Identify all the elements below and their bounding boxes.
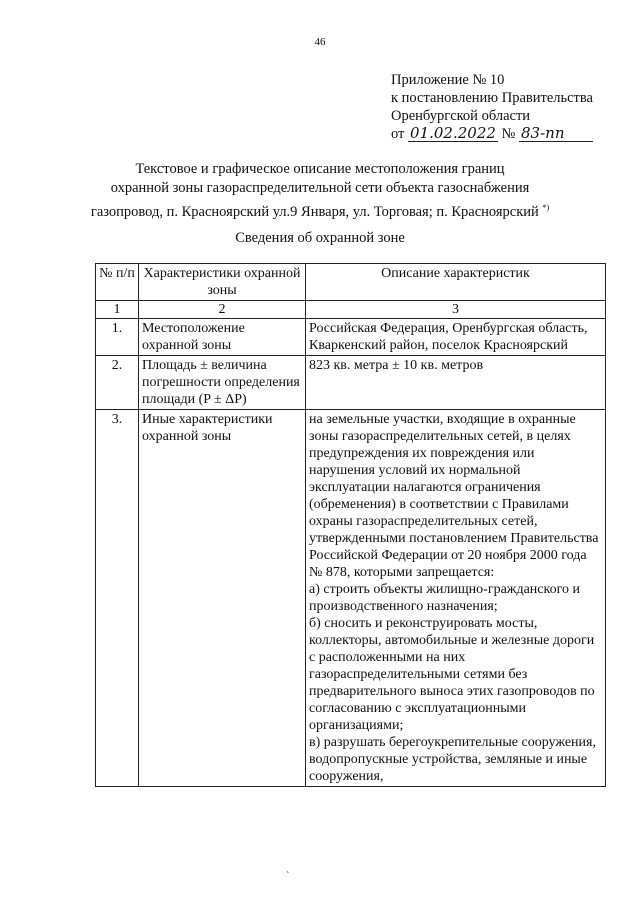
appendix-header	[391, 71, 593, 143]
appendix-line-2: к постановлению Правительства	[391, 90, 593, 106]
table-row	[96, 410, 606, 787]
row-characteristic: Местоположение охранной зоны	[139, 319, 306, 356]
number-label: №	[501, 126, 516, 142]
from-label: от	[391, 126, 405, 142]
title-line-1: Текстовое и графическое описание местоположения границ	[135, 161, 505, 177]
appendix-date-line	[391, 125, 593, 143]
index-cell: 3	[306, 301, 606, 319]
decree-number: 83-пп	[519, 126, 593, 142]
title-line-2: охранной зоны газораспределительной сети объекта газоснабжения	[110, 180, 530, 196]
table-index-row	[96, 301, 606, 319]
index-cell: 2	[139, 301, 306, 319]
section-title: Сведения об охранной зоне	[235, 230, 405, 246]
page-number: 46	[314, 36, 326, 48]
zone-info-table	[95, 263, 606, 787]
decree-date: 01.02.2022	[410, 124, 496, 142]
row-characteristic: Площадь ± величина погрешности определения площади (P ± ΔP)	[139, 356, 306, 410]
index-cell: 1	[96, 301, 139, 319]
appendix-line-3: Оренбургской области	[391, 108, 531, 124]
table-header-row	[96, 264, 606, 301]
row-number: 3.	[96, 410, 139, 787]
description-item-b: б) сносить и реконструировать мосты, коллекторы, автомобильные и железные дороги с расположенными на них газораспределительными сетями без предварительного выноса этих газопроводов по согласованию с эксплуатационными организациями;	[309, 616, 595, 733]
title-footnote-mark: *)	[542, 203, 550, 212]
description-item-a: а) строить объекты жилищно-гражданского и производственного назначения;	[309, 582, 580, 614]
row-description: 823 кв. метра ± 10 кв. метров	[306, 356, 606, 410]
row-number: 1.	[96, 319, 139, 356]
row-number: 2.	[96, 356, 139, 410]
row-characteristic: Иные характеристики охранной зоны	[139, 410, 306, 787]
table-row	[96, 319, 606, 356]
table-row	[96, 356, 606, 410]
appendix-line-1: Приложение № 10	[391, 72, 505, 88]
page-mark: `	[286, 871, 290, 882]
description-paragraph: на земельные участки, входящие в охранные зоны газораспределительных сетей, в целях предупреждения их повреждения или нарушения условий их нормальной эксплуатации налагаются ограничения (обременения) в соответствии с Правилами охраны газораспределительных сетей, утвержденными постановлением Правительства Российской Федерации от 20 ноября 2000 года № 878, которыми запрещается:	[309, 412, 599, 580]
header-characteristic: Характеристики охранной зоны	[139, 264, 306, 301]
header-description: Описание характеристик	[306, 264, 606, 301]
row-description: Российская Федерация, Оренбургская область, Кваркенский район, поселок Красноярский	[306, 319, 606, 356]
description-item-c: в) разрушать берегоукрепительные сооружения, водопропускные устройства, земляные и иные сооружения,	[309, 735, 596, 784]
header-number: № п/п	[96, 264, 139, 301]
document-title	[60, 160, 580, 222]
title-line-3: газопровод, п. Красноярский ул.9 Января, ул. Торговая; п. Красноярский *)	[90, 203, 550, 220]
row-description	[306, 410, 606, 787]
